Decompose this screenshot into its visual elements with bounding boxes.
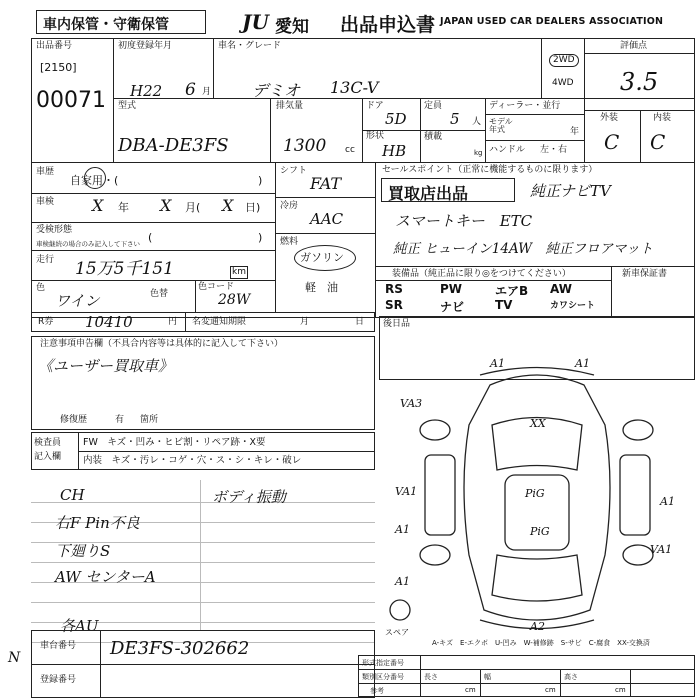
mark-side-left-2: A1 — [395, 523, 410, 536]
repair-label: 修復歴 — [60, 415, 88, 425]
doors-label: ドア — [366, 101, 384, 111]
inspection-day-unit: 日) — [245, 201, 261, 214]
car-rear-window — [492, 555, 582, 601]
history-value: 自家用・( — [70, 174, 119, 187]
registration-month: 6 — [185, 80, 196, 100]
equipment-item: カワシート — [550, 301, 596, 311]
mileage-label: 走行 — [36, 255, 55, 265]
recycle-value: 10410 — [85, 313, 133, 331]
model-value: DBA-DE3FS — [118, 135, 229, 156]
wheel-rl — [420, 545, 450, 565]
capacity-label: 定員 — [424, 101, 443, 111]
hand-note-1: CH — [60, 486, 85, 504]
car-grade-value: 13C-V — [330, 78, 379, 97]
inspection-month: X — [160, 196, 172, 215]
spec-ref-label: 参考 — [370, 687, 384, 695]
mark-roof-1: PiG — [525, 487, 545, 500]
color-value: ワイン — [55, 292, 100, 310]
side-right — [620, 455, 650, 535]
shape-label: 形状 — [366, 131, 385, 141]
equipment-item: ナビ — [440, 300, 465, 314]
car-name-value: デミオ — [252, 81, 301, 100]
storage-stamp-text: 車内保管・守衛保管 — [43, 17, 169, 33]
sales-point-line-2: スマートキー ETC — [395, 212, 533, 230]
load-unit: kg — [474, 149, 483, 157]
model-year-unit: 年 — [570, 127, 580, 137]
chassis-value: DE3FS-302662 — [110, 638, 250, 659]
mark-front-left: A1 — [490, 357, 505, 370]
inspection-day: X — [222, 196, 234, 215]
sales-point-badge-text: 買取店出品 — [388, 184, 469, 203]
aircon-value: AAC — [310, 210, 344, 228]
equipment-item: TV — [495, 298, 513, 312]
sales-point-badge — [381, 178, 515, 202]
recycle-unit: 円 — [168, 317, 178, 327]
color-change-label: 色替 — [150, 289, 169, 299]
equipment-item: PW — [440, 282, 463, 296]
color-label: 色 — [36, 283, 46, 293]
model-label: 型式 — [118, 101, 137, 111]
storage-stamp — [36, 10, 206, 34]
repair-part: 箇所 — [140, 415, 159, 425]
registration-month-unit: 月 — [202, 87, 212, 97]
repair-value: 有 — [115, 415, 125, 425]
mark-hood-left: VA3 — [400, 397, 423, 410]
name-change-month: 月 — [300, 317, 310, 327]
spec-length-label: 長さ — [424, 673, 438, 681]
registration-year: H22 — [130, 82, 163, 100]
rating-label: 評価点 — [620, 41, 648, 51]
equipment-item: エアB — [495, 284, 529, 298]
aircon-label: 冷房 — [280, 201, 299, 211]
diagram-legend: A-キズ E-エクボ U-凹み W-補修跡 S-サビ C-腐食 XX-交換済 — [432, 639, 650, 647]
shift-label: シフト — [280, 166, 308, 176]
name-change-day: 日 — [355, 317, 365, 327]
sales-point-line-1: 純正ナビTV — [530, 182, 611, 200]
rating-ext-label: 外装 — [600, 113, 619, 123]
recycle-row — [31, 312, 375, 332]
wheel-fr — [623, 420, 653, 440]
mark-side-left-1: VA1 — [395, 485, 418, 498]
inspector-label: 検査員 記入欄 — [34, 438, 62, 462]
ju-logo — [242, 10, 269, 34]
handle-options: 左・右 — [540, 145, 568, 155]
color-code-label: 色コード — [198, 282, 235, 292]
shift-value: FAT — [310, 174, 342, 193]
trade-number-label: 登録番号 — [40, 675, 77, 685]
sales-point-label: セールスポイント（正常に機能するものに限ります） — [382, 165, 598, 175]
notes-label: 注意事項申告欄（不具合内容等は具体的に記入して下さい） — [40, 339, 284, 349]
n-mark: N — [8, 650, 21, 666]
hand-note-3: 右F Pin不良 — [55, 514, 140, 532]
chassis-label: 車台番号 — [40, 641, 77, 651]
spec-width-label: 幅 — [484, 673, 491, 681]
fuel-gas-circle — [294, 245, 356, 271]
mileage-value: 15万5千151 — [75, 259, 174, 279]
displacement-unit: cc — [345, 145, 355, 155]
inspection-year: X — [92, 196, 104, 215]
receive-form-open: ( — [148, 231, 153, 244]
name-change-label: 名変通知期限 — [192, 317, 247, 327]
org-name: 愛知 — [275, 17, 309, 37]
dealer-label: ディーラー・並行 — [489, 101, 561, 111]
inspector-int-row: 内装 キズ・汚レ・コゲ・穴・ス・シ・キレ・破レ — [83, 455, 302, 466]
hand-note-2: ボディ振動 — [212, 488, 286, 506]
rear-seat-label: 後日品 — [383, 319, 411, 329]
shape-value: HB — [382, 142, 407, 160]
capacity-value: 5 — [450, 110, 460, 128]
spec-height-label: 高さ — [564, 673, 578, 681]
logo-mark: JU — [242, 10, 269, 34]
lot-label: 出品番号 — [36, 41, 73, 51]
mark-roof-2: PiG — [530, 525, 550, 538]
spare-label: スペア — [385, 628, 409, 637]
notes-value: 《ユーザー買取車》 — [38, 357, 174, 375]
mark-rear-left: A1 — [395, 575, 410, 588]
registration-label: 初度登録年月 — [118, 41, 173, 51]
mark-xx: XX — [530, 417, 546, 430]
rating-score: 3.5 — [620, 68, 659, 96]
rating-int-label: 内装 — [653, 113, 672, 123]
spec-table — [358, 655, 695, 697]
history-circle — [84, 167, 106, 189]
spare-tire — [390, 600, 410, 620]
mark-side-right-2: VA1 — [650, 543, 673, 556]
side-left — [425, 455, 455, 535]
color-code-value: 28W — [218, 292, 251, 308]
spec-cm-1: cm — [465, 686, 476, 694]
hand-note-5: AW センターA — [55, 568, 156, 586]
wheel-rr — [623, 545, 653, 565]
car-name-label: 車名・グレード — [218, 41, 282, 51]
spec-cm-2: cm — [545, 686, 556, 694]
equipment-item: AW — [550, 282, 572, 296]
lot-code: [2150] — [40, 61, 77, 74]
receive-form-close: ) — [258, 231, 263, 244]
doors-value: 5D — [385, 110, 407, 128]
hand-note-4: 下廻りS — [55, 542, 111, 560]
lot-number: 00071 — [36, 88, 106, 113]
equipment-label: 装備品（純正品に限り◎をつけてください） — [392, 269, 571, 279]
equipment-item: RS — [385, 282, 403, 296]
drive-2wd: 2WD — [549, 54, 579, 67]
rating-int: C — [650, 130, 666, 154]
inspector-fw-row: FW キズ・凹み・ヒビ割・リペア跡・X要 — [83, 437, 266, 448]
equipment-item: SR — [385, 298, 403, 312]
drive-4wd: 4WD — [552, 78, 574, 88]
fuel-gas: ガソリン — [300, 251, 344, 264]
form-title: 出品申込書 — [340, 14, 436, 36]
history-close: ) — [258, 174, 263, 187]
inspection-label: 車検 — [36, 197, 55, 207]
receive-form-note: 車検継続の場合のみ記入して下さい — [36, 240, 140, 248]
mark-front-right: A1 — [575, 357, 590, 370]
mark-rear: A2 — [530, 620, 545, 633]
rating-ext: C — [604, 130, 620, 154]
handle-label: ハンドル — [489, 145, 526, 155]
wheel-fl — [420, 420, 450, 440]
fuel-label: 燃料 — [280, 237, 299, 247]
receive-form-label: 受検形態 — [36, 225, 73, 235]
sales-point-line-3: 純正 ヒューイン14AW 純正フロアマット — [393, 241, 654, 257]
warranty-label: 新車保証書 — [622, 269, 668, 279]
spec-cm-3: cm — [615, 686, 626, 694]
spec-class-label: 類別区分番号 — [362, 673, 404, 681]
inspection-year-unit: 年 — [118, 201, 129, 214]
car-diagram — [380, 355, 695, 645]
spec-form-label: 形式指定番号 — [362, 659, 404, 667]
history-label: 車歴 — [36, 167, 55, 177]
displacement-value: 1300 — [283, 136, 327, 156]
capacity-unit: 人 — [472, 117, 482, 127]
hand-note-6: 各AU — [60, 617, 99, 635]
inspection-month-unit: 月( — [185, 201, 201, 214]
association-name: JAPAN USED CAR DEALERS ASSOCIATION — [440, 16, 664, 27]
displacement-label: 排気量 — [276, 101, 304, 111]
recycle-label: R券 — [38, 317, 54, 327]
mileage-unit: km — [232, 267, 246, 277]
mark-side-right-1: A1 — [660, 495, 675, 508]
model-year-label: モデル 年式 — [489, 117, 513, 134]
load-label: 積載 — [424, 132, 443, 142]
fuel-diesel: 軽 油 — [305, 281, 338, 294]
